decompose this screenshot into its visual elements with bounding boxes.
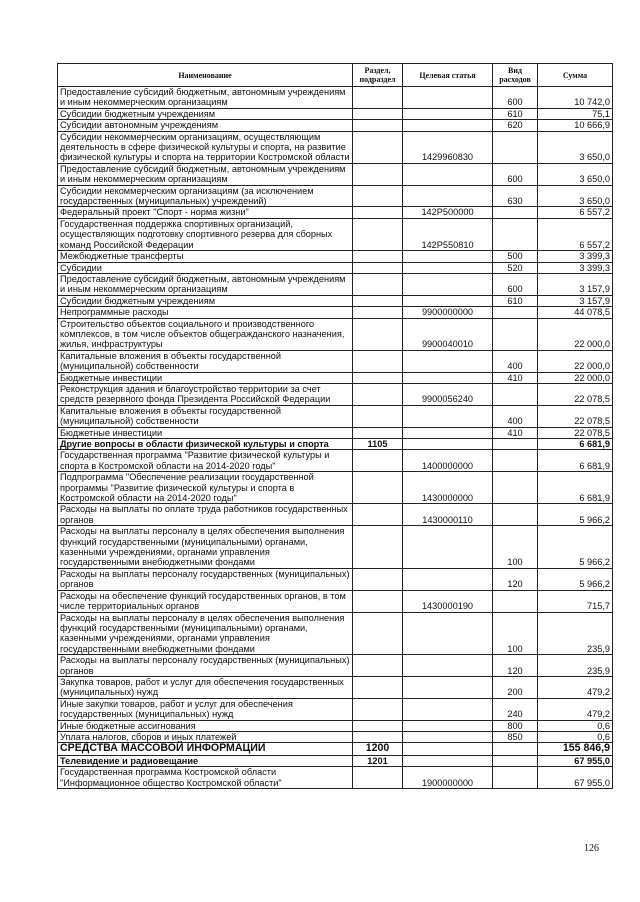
cell-article [403,731,493,742]
page-number: 126 [584,843,599,854]
cell-vid: 400 [493,350,538,372]
cell-vid [493,218,538,250]
cell-sum: 10 666,9 [538,120,613,131]
table-row [58,405,613,427]
table-row [58,87,613,109]
cell-name: Субсидии бюджетным учреждениям [58,295,353,306]
cell-section [353,504,403,526]
budget-table [57,63,613,789]
cell-article [403,439,493,450]
cell-name: Реконструкция здания и благоустройство территории за счет средств резервного фонда Президента Российской Федерации [58,383,353,405]
cell-sum: 22 078,5 [538,405,613,427]
cell-vid [493,131,538,163]
cell-vid [493,307,538,318]
cell-article [403,755,493,766]
cell-article [403,251,493,262]
cell-vid: 500 [493,251,538,262]
cell-section [353,87,403,109]
cell-article [403,743,493,756]
cell-name: Межбюджетные трансферты [58,251,353,262]
cell-name: Субсидии некоммерческим организациям, осуществляющим деятельность в сфере физической культуры и спорта, на развитие физической культуры и спорта на территории Костромской области [58,131,353,163]
cell-name: Субсидии некоммерческим организациям (за исключением государственных (муниципальных) учреждений) [58,185,353,207]
cell-section [353,405,403,427]
cell-name: Бюджетные инвестиции [58,427,353,438]
cell-sum: 3 650,0 [538,185,613,207]
cell-section [353,273,403,295]
cell-vid: 240 [493,698,538,720]
cell-name: Субсидии автономным учреждениям [58,120,353,131]
cell-section: 1200 [353,743,403,756]
cell-article: 1429960830 [403,131,493,163]
cell-vid [493,439,538,450]
cell-vid: 120 [493,568,538,590]
table-row [58,372,613,383]
cell-section [353,655,403,677]
cell-vid: 400 [493,405,538,427]
cell-article: 1430000000 [403,472,493,504]
cell-vid [493,743,538,756]
cell-sum: 479,2 [538,698,613,720]
cell-sum: 3 399,3 [538,251,613,262]
cell-section [353,526,403,569]
cell-vid [493,383,538,405]
cell-sum: 22 000,0 [538,350,613,372]
cell-vid: 100 [493,526,538,569]
header-sum: Сумма [538,64,613,87]
cell-sum: 6 557,2 [538,207,613,218]
cell-article [403,676,493,698]
cell-article [403,273,493,295]
header-article: Целевая статья [403,64,493,87]
cell-section [353,295,403,306]
cell-section [353,350,403,372]
cell-name: Телевидение и радиовещание [58,755,353,766]
cell-vid: 610 [493,108,538,119]
table-row [58,207,613,218]
cell-article: 9900040010 [403,318,493,350]
cell-section: 1201 [353,755,403,766]
cell-sum: 235,9 [538,655,613,677]
cell-vid: 850 [493,731,538,742]
cell-article [403,612,493,655]
cell-name: Капитальные вложения в объекты государственной (муниципальной) собственности [58,350,353,372]
table-row [58,218,613,250]
cell-section [353,472,403,504]
cell-article [403,120,493,131]
table-row [58,720,613,731]
cell-section [353,731,403,742]
table-row [58,698,613,720]
cell-name: Строительство объектов социального и производственного комплексов, в том числе объектов общегражданского назначения, жилья, инфраструктуры [58,318,353,350]
cell-vid [493,207,538,218]
cell-section [353,120,403,131]
cell-article [403,87,493,109]
cell-sum: 479,2 [538,676,613,698]
cell-section [353,590,403,612]
cell-article [403,163,493,185]
cell-sum: 5 966,2 [538,568,613,590]
table-row [58,427,613,438]
cell-sum: 3 157,9 [538,295,613,306]
table-row [58,120,613,131]
cell-name: Государственная программа Костромской области "Информационное общество Костромской области" [58,767,353,789]
cell-name: Бюджетные инвестиции [58,372,353,383]
cell-section [353,698,403,720]
cell-name: Расходы на выплаты персоналу государственных (муниципальных) органов [58,568,353,590]
cell-article: 1430000190 [403,590,493,612]
table-row [58,108,613,119]
header-name: Наименование [58,64,353,87]
cell-section [353,207,403,218]
table-row [58,350,613,372]
cell-vid: 800 [493,720,538,731]
cell-vid [493,450,538,472]
cell-article [403,185,493,207]
cell-section: 1105 [353,439,403,450]
table-row [58,295,613,306]
table-row [58,568,613,590]
cell-article: 9900056240 [403,383,493,405]
cell-name: СРЕДСТВА МАССОВОЙ ИНФОРМАЦИИ [58,743,353,756]
table-row [58,743,613,756]
cell-vid [493,318,538,350]
cell-article [403,655,493,677]
cell-name: Иные бюджетные ассигнования [58,720,353,731]
cell-vid: 630 [493,185,538,207]
cell-sum: 0,6 [538,720,613,731]
table-row [58,612,613,655]
cell-name: Расходы на обеспечение функций государственных органов, в том числе территориальных органов [58,590,353,612]
cell-sum: 22 000,0 [538,372,613,383]
header-section: Раздел, подраздел [353,64,403,87]
table-row [58,131,613,163]
cell-sum: 6 557,2 [538,218,613,250]
cell-article [403,427,493,438]
cell-article: 1900000000 [403,767,493,789]
table-row [58,755,613,766]
cell-name: Капитальные вложения в объекты государственной (муниципальной) собственности [58,405,353,427]
cell-vid [493,504,538,526]
cell-name: Расходы на выплаты по оплате труда работников государственных органов [58,504,353,526]
cell-name: Федеральный проект "Спорт - норма жизни" [58,207,353,218]
cell-name: Уплата налогов, сборов и иных платежей [58,731,353,742]
cell-section [353,163,403,185]
cell-vid: 120 [493,655,538,677]
table-row [58,472,613,504]
table-row [58,590,613,612]
cell-article [403,698,493,720]
table-row [58,526,613,569]
table-row [58,185,613,207]
cell-sum: 10 742,0 [538,87,613,109]
cell-name: Предоставление субсидий бюджетным, автономным учреждениям и иным некоммерческим организациям [58,163,353,185]
cell-vid [493,767,538,789]
cell-name: Другие вопросы в области физической культуры и спорта [58,439,353,450]
cell-name: Расходы на выплаты персоналу в целях обеспечения выполнения функций государственными (муниципальными) органами, казенными учреждениями, органами управления государственными внебюджетными фондами [58,526,353,569]
cell-vid [493,472,538,504]
table-body [58,87,613,789]
table-row [58,251,613,262]
cell-section [353,450,403,472]
cell-sum: 22 078,5 [538,383,613,405]
table-row [58,383,613,405]
cell-article [403,262,493,273]
table-row [58,262,613,273]
cell-sum: 235,9 [538,612,613,655]
cell-article [403,405,493,427]
table-row [58,504,613,526]
cell-sum: 3 157,9 [538,273,613,295]
cell-name: Предоставление субсидий бюджетным, автономным учреждениям и иным некоммерческим организациям [58,87,353,109]
table-row [58,273,613,295]
cell-sum: 0,6 [538,731,613,742]
cell-section [353,262,403,273]
cell-vid: 600 [493,273,538,295]
header-vid: Вид расходов [493,64,538,87]
cell-article [403,108,493,119]
cell-section [353,612,403,655]
cell-sum: 3 650,0 [538,163,613,185]
cell-vid: 100 [493,612,538,655]
table-row [58,676,613,698]
cell-article [403,350,493,372]
cell-sum: 5 966,2 [538,526,613,569]
cell-vid: 410 [493,427,538,438]
cell-section [353,383,403,405]
cell-sum: 44 078,5 [538,307,613,318]
cell-sum: 6 681,9 [538,450,613,472]
cell-article [403,372,493,383]
cell-sum: 67 955,0 [538,755,613,766]
cell-sum: 67 955,0 [538,767,613,789]
cell-sum: 5 966,2 [538,504,613,526]
table-row [58,439,613,450]
cell-name: Субсидии бюджетным учреждениям [58,108,353,119]
cell-section [353,307,403,318]
cell-name: Государственная поддержка спортивных организаций, осуществляющих подготовку спортивного резерва для сборных команд Российской Федерации [58,218,353,250]
cell-article: 142P550810 [403,218,493,250]
table-row [58,767,613,789]
cell-name: Расходы на выплаты персоналу государственных (муниципальных) органов [58,655,353,677]
cell-name: Непрограммные расходы [58,307,353,318]
cell-vid: 410 [493,372,538,383]
cell-sum: 155 846,9 [538,743,613,756]
cell-sum: 75,1 [538,108,613,119]
cell-section [353,720,403,731]
cell-sum: 3 650,0 [538,131,613,163]
cell-section [353,251,403,262]
cell-vid [493,590,538,612]
cell-article [403,526,493,569]
cell-article: 142P500000 [403,207,493,218]
cell-vid: 520 [493,262,538,273]
cell-section [353,218,403,250]
cell-section [353,568,403,590]
cell-name: Субсидии [58,262,353,273]
cell-sum: 22 078,5 [538,427,613,438]
cell-name: Иные закупки товаров, работ и услуг для обеспечения государственных (муниципальных) нужд [58,698,353,720]
cell-section [353,767,403,789]
cell-article [403,720,493,731]
cell-name: Предоставление субсидий бюджетным, автономным учреждениям и иным некоммерческим организациям [58,273,353,295]
cell-section [353,318,403,350]
cell-vid: 620 [493,120,538,131]
table-row [58,450,613,472]
cell-section [353,108,403,119]
cell-vid [493,755,538,766]
cell-article [403,295,493,306]
cell-section [353,185,403,207]
table-row [58,318,613,350]
cell-sum: 6 681,9 [538,472,613,504]
cell-name: Подпрограмма "Обеспечение реализации государственной программы "Развитие физической культуры и спорта в Костромской области на 2014-2020 годы" [58,472,353,504]
cell-section [353,676,403,698]
cell-vid: 610 [493,295,538,306]
cell-name: Государственная программа "Развитие физической культуры и спорта в Костромской области на 2014-2020 годы" [58,450,353,472]
cell-name: Закупка товаров, работ и услуг для обеспечения государственных (муниципальных) нужд [58,676,353,698]
cell-name: Расходы на выплаты персоналу в целях обеспечения выполнения функций государственными (муниципальными) органами, казенными учреждениями, органами управления государственными внебюджетными фондами [58,612,353,655]
cell-section [353,427,403,438]
table-row [58,307,613,318]
cell-vid: 200 [493,676,538,698]
table-row [58,655,613,677]
table-row [58,163,613,185]
cell-article: 9900000000 [403,307,493,318]
cell-article: 1430000110 [403,504,493,526]
cell-section [353,372,403,383]
cell-section [353,131,403,163]
cell-article: 1400000000 [403,450,493,472]
cell-article [403,568,493,590]
table-header-row [58,64,613,87]
cell-vid: 600 [493,163,538,185]
cell-sum: 22 000,0 [538,318,613,350]
cell-sum: 3 399,3 [538,262,613,273]
cell-sum: 715,7 [538,590,613,612]
document-page [57,63,612,789]
cell-vid: 600 [493,87,538,109]
cell-sum: 6 681,9 [538,439,613,450]
